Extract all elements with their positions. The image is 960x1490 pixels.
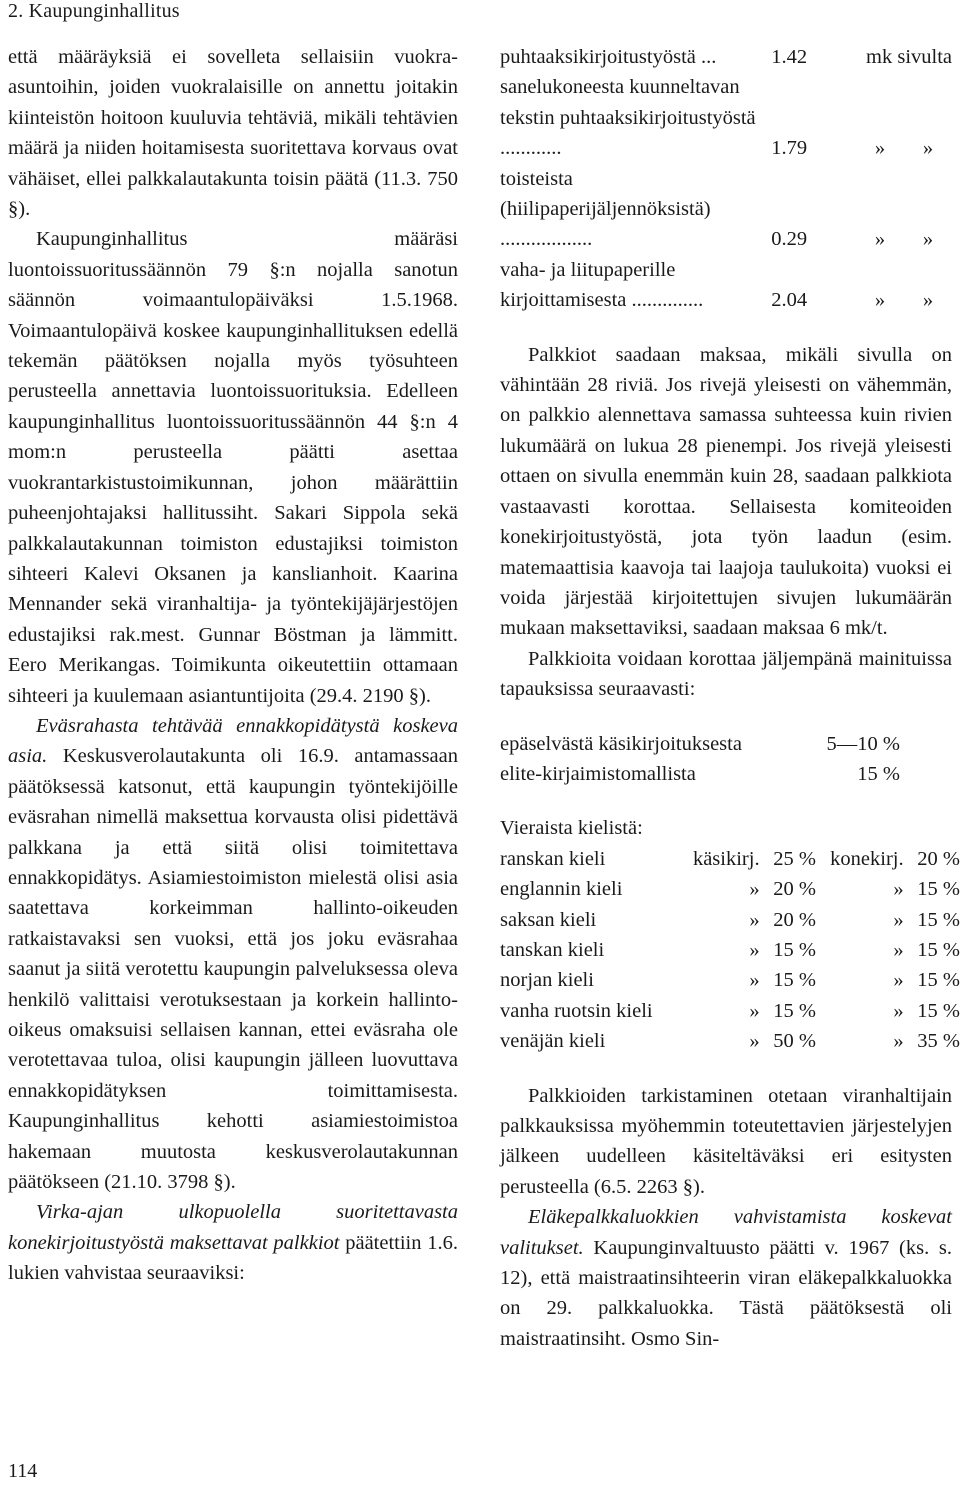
table-row xyxy=(500,905,960,935)
lang-name: norjan kieli xyxy=(500,969,594,992)
spacer xyxy=(500,705,952,729)
lang-col2: » xyxy=(893,1030,904,1053)
table-row xyxy=(500,844,960,874)
table-row xyxy=(500,42,952,72)
table-row xyxy=(500,1026,960,1056)
rate-desc: vaha- ja liitupaperille kirjoittamisesta .............. xyxy=(500,258,704,312)
lang-name: saksan kieli xyxy=(500,908,597,931)
rate-desc: toisteista (hiilipaperijäljennöksistä) .................. xyxy=(500,167,711,251)
lang-name: ranskan kieli xyxy=(500,847,606,870)
lang-val1: 15 % xyxy=(773,969,816,992)
lang-val1: 15 % xyxy=(773,999,816,1022)
ditto-mark: » xyxy=(874,137,886,160)
left-column xyxy=(8,42,458,1289)
table-row xyxy=(500,759,900,789)
lang-col2: » xyxy=(893,878,904,901)
heading-pension: Eläkepalkkaluokkien vahvistamista koskevat valitukset. xyxy=(500,1206,952,1259)
ditto-mark: » xyxy=(922,289,934,312)
rate-desc: puhtaaksikirjoitustyöstä ... xyxy=(500,46,717,68)
right-column xyxy=(500,42,960,1354)
increase-table xyxy=(500,729,900,790)
languages-table xyxy=(500,844,960,1057)
rate-value: 1.79 xyxy=(771,137,808,160)
lang-col1: » xyxy=(749,908,760,931)
lang-col1: » xyxy=(749,999,760,1022)
heading-meal-allowance: Eväsrahasta tehtävää ennakkopidätystä koskeva asia. xyxy=(8,714,458,768)
paragraph-continuation: että määräyksiä ei sovelleta sellaisiin vuokra-asuntoihin, joiden vuokralaisille on annettu joitakin kiinteistön hoitoon kuuluvia tehtäviä, mikäli tehtävien määrä ja niiden hoitamisesta suoritettava korvaus ovat vähäiset, ellei palkkalautakunta toisin päätä (11.3. 750 §). xyxy=(8,46,458,221)
lang-col2: » xyxy=(893,969,904,992)
lang-val2: 15 % xyxy=(917,878,960,901)
lang-val1: 20 % xyxy=(773,878,816,901)
increase-label: elite-kirjaimistomallista xyxy=(500,762,696,785)
table-row xyxy=(500,255,952,316)
paragraph-meal-allowance xyxy=(8,711,458,1198)
lang-col2: » xyxy=(893,908,904,931)
paragraph-pension xyxy=(500,1202,952,1354)
increase-value: 5—10 % xyxy=(826,732,900,755)
page-number: 114 xyxy=(8,1460,38,1482)
table-row xyxy=(500,164,952,255)
ditto-mark: » xyxy=(874,228,886,251)
lang-col1: » xyxy=(749,1030,760,1053)
rate-unit xyxy=(807,72,952,163)
paragraph-in-kind-benefits: Kaupunginhallitus määräsi luontoissuoritussäännön 79 §:n nojalla sanotun säännön voimaantulopäiväksi 1.5.1968. Voimaantulopäivä koskee kaupunginhallituksen edellä tekemän päätöksen nojalla myös työsuhteen perusteella annettavia luontoissuorituksia. Edelleen kaupunginhallitus luontoissuoritussäännön 44 §:n 4 mom:n perusteella päätti asettaa vuokrantarkistustoimikunnan, johon määrättiin puheenjohtajaksi hallitussiht. Sakari Sippola sekä palkkalautakunnan toimiston edustajiksi toimiston sihteeri Kalevi Oksanen ja kanslianhoit. Kaarina Mennander sekä viranhaltija- ja työntekijäjärjestöjen edustajiksi rak.mest. Gunnar Böstman ja lämmitt. Eero Merikangas. Toimikunta oikeutettiin ottamaan sihteeri ja kuulemaan asiantuntijoita (29.4. 2190 §). xyxy=(8,228,458,707)
paragraph-review: Palkkioiden tarkistaminen otetaan viranhaltijain palkkauksissa myöhemmin toteutettavien järjestelyjen jälkeen uudelleen käsiteltäväksi eri esitysten perusteella (6.5. 2263 §). xyxy=(500,1084,952,1198)
lang-col2: » xyxy=(893,999,904,1022)
rate-value: 1.42 xyxy=(771,46,808,68)
spacer xyxy=(500,789,952,813)
rate-table xyxy=(500,42,952,316)
lang-val1: 15 % xyxy=(773,938,816,961)
table-row xyxy=(500,965,960,995)
lang-val1: 25 % xyxy=(773,847,816,870)
lang-val2: 15 % xyxy=(917,969,960,992)
paragraph-typing-fees xyxy=(8,1197,458,1288)
increase-label: epäselvästä käsikirjoituksesta xyxy=(500,732,742,755)
lang-name: englannin kieli xyxy=(500,878,623,901)
paragraph-typing-fees-text: päätettiin 1.6. lukien vahvistaa seuraaviksi: xyxy=(8,1231,459,1285)
lang-col2: konekirj. xyxy=(830,847,904,870)
rate-unit xyxy=(807,164,952,255)
spacer xyxy=(500,1057,952,1081)
rate-desc: sanelukoneesta kuunneltavan tekstin puhtaaksikirjoitustyöstä ............ xyxy=(500,76,756,160)
table-row xyxy=(500,935,960,965)
lang-name: venäjän kieli xyxy=(500,1030,606,1053)
lang-name: tanskan kieli xyxy=(500,938,605,961)
lang-col1: » xyxy=(749,878,760,901)
rate-value: 0.29 xyxy=(771,228,808,251)
running-head: 2. Kaupunginhallitus xyxy=(8,0,180,22)
table-row xyxy=(500,996,960,1026)
lang-col1: » xyxy=(749,969,760,992)
lang-val2: 15 % xyxy=(917,908,960,931)
table-row xyxy=(500,729,900,759)
paragraph-line-rules: Palkkiot saadaan maksaa, mikäli sivulla on vähintään 28 riviä. Jos rivejä yleisesti on vähemmän, on palkkio alennettava samassa suhteessa kuin rivien lukumäärä on lukua 28 pienempi. Jos rivejä yleisesti ottaen on sivulla enemmän kuin 28, saadaan palkkiota vastaavasti korottaa. Sellaisesta komiteoiden konekirjoitustyöstä, jota työn laadun (esim. matemaattisia kaavoja tai laajoja taulukoita) vuoksi ei voida järjestää kirjoitettujen sivujen lukumäärän mukaan maksettaviksi, saadaan maksaa 6 mk/t. xyxy=(500,343,952,640)
lang-val2: 35 % xyxy=(917,1030,960,1053)
rate-unit: mk sivulta xyxy=(866,46,952,68)
table-row xyxy=(500,72,952,163)
languages-heading: Vieraista kielistä: xyxy=(500,817,643,840)
spacer xyxy=(500,316,952,340)
paragraph-increase: Palkkioita voidaan korottaa jäljempänä mainituissa tapauksissa seuraavasti: xyxy=(500,647,952,701)
lang-col1: käsikirj. xyxy=(692,847,760,870)
paragraph-pension-text: Kaupunginvaltuusto päätti v. 1967 (ks. s. 12), että maistraatinsihteerin viran eläkepalkkaluokka on 29. palkkaluokka. Tästä päätöksestä oli maistraatinsiht. Osmo Sin- xyxy=(500,1236,952,1350)
ditto-mark: » xyxy=(922,137,934,160)
table-row xyxy=(500,874,960,904)
ditto-mark: » xyxy=(874,289,886,312)
lang-val1: 20 % xyxy=(773,908,816,931)
lang-val2: 15 % xyxy=(917,999,960,1022)
lang-val2: 20 % xyxy=(917,847,960,870)
rate-value: 2.04 xyxy=(771,289,808,312)
increase-value: 15 % xyxy=(857,762,900,785)
lang-name: vanha ruotsin kieli xyxy=(500,999,653,1022)
lang-col1: » xyxy=(749,938,760,961)
lang-col2: » xyxy=(893,938,904,961)
rate-unit xyxy=(807,255,952,316)
heading-typing-fees: Virka-ajan ulkopuolella suoritettavasta konekirjoitustyöstä maksettavat palkkiot xyxy=(8,1201,458,1254)
lang-val2: 15 % xyxy=(917,938,960,961)
paragraph-meal-allowance-text: Keskusverolautakunta oli 16.9. antamassaan päätöksessä katsonut, että kaupungin työntekijöille eväsrahan nimellä maksettua korvausta olisi pidettävä palkkana ja että siitä olisi toimitettava ennakkopidätys. Asiamiestoimiston mielestä olisi asia saatettava korkeimman hallinto-oikeuden ratkaistavaksi sen vuoksi, että jos joku eväsrahaa saanut ja siitä verotettu kaupungin palveluksessa oleva henkilö valittaisi verotuksestaan ja korkein hallinto-oikeus omaksuisi sellaisen kannan, ettei eväsraha ole verotettavaa tuloa, olisi kaupungin jälleen luovuttava ennakkopidätyksen toimittamisesta. Kaupunginhallitus kehotti asiamiestoimistoa hakemaan muutosta keskusverolautakunnan päätökseen (21.10. 3798 §). xyxy=(8,745,458,1194)
ditto-mark: » xyxy=(922,228,934,251)
lang-val1: 50 % xyxy=(773,1030,816,1053)
